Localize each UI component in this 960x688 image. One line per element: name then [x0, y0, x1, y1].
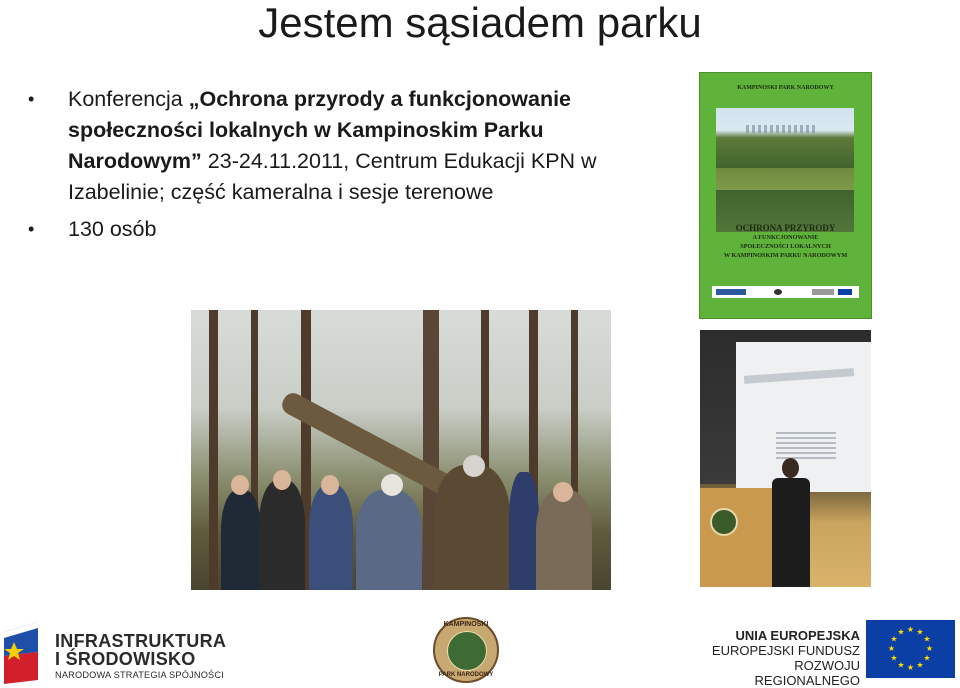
bullet-rest: 23-24.11.2011, Centrum Edukacji KPN w Izabelinie; część kameralna i sesje terenowe [68, 149, 597, 204]
person [509, 472, 539, 590]
person [536, 490, 592, 590]
person [356, 490, 422, 590]
svg-text:★: ★ [925, 644, 934, 653]
eu-fund-text [700, 628, 860, 688]
svg-text:★: ★ [897, 660, 905, 670]
svg-text:★: ★ [906, 625, 915, 634]
cover-header: KAMPINOSKI PARK NARODOWY [737, 85, 834, 91]
bullet-marker: • [28, 89, 35, 109]
conference-title: „Ochrona przyrody a funkcjonowanie społeczności lokalnych w Kampinoskim Parku Narodowym” [68, 87, 572, 173]
svg-text:★: ★ [890, 653, 898, 663]
bullet-prefix: Konferencja [68, 87, 189, 111]
cover-logo-eu-text [812, 289, 834, 295]
screen-heading [744, 368, 854, 384]
speaker-head [782, 458, 799, 478]
forest-excursion-photo [191, 310, 611, 590]
speaker-body [772, 478, 810, 587]
cover-title: OCHRONA PRZYRODY [735, 223, 836, 233]
slide-title: Jestem sąsiadem parku [258, 0, 702, 46]
book-cover-image [699, 72, 872, 319]
seal-top-text: KAMPINOSKI [443, 621, 489, 628]
tree-trunk [209, 310, 218, 590]
infra-line-1: INFRASTRUKTURA [55, 631, 227, 651]
cover-logo-infra [716, 289, 746, 295]
person-head [231, 475, 249, 495]
person-head [381, 474, 403, 496]
kpn-seal-logo [433, 617, 499, 683]
elk-emblem-icon [447, 631, 487, 671]
person [309, 485, 353, 590]
polish-flag-icon [4, 622, 42, 684]
eu-line-2: EUROPEJSKI FUNDUSZ [711, 643, 860, 658]
bullet-item [28, 84, 678, 208]
speaker [772, 458, 810, 587]
svg-text:★: ★ [897, 627, 905, 637]
bullet-marker: • [28, 219, 35, 239]
person-head [273, 470, 291, 490]
svg-text:★: ★ [890, 634, 898, 644]
person-head [553, 482, 573, 502]
infra-line-2: I ŚRODOWISKO [55, 649, 196, 669]
conference-speaker-photo [700, 330, 871, 587]
cover-logo-strip [712, 286, 859, 298]
infrastruktura-text [55, 632, 226, 682]
cover-subtitle-1: A FUNKCJONOWANIE [752, 234, 819, 241]
cover-landscape-photo [716, 108, 854, 232]
eu-flag-icon [866, 620, 955, 678]
person [434, 465, 510, 590]
svg-text:★: ★ [923, 634, 931, 644]
person-head [321, 475, 339, 495]
svg-text:★: ★ [923, 653, 931, 663]
infra-line-3: NARODOWA STRATEGIA SPÓJNOŚCI [55, 670, 224, 680]
cover-logo-kpn [774, 289, 782, 295]
svg-text:★: ★ [906, 663, 915, 672]
svg-text:★: ★ [916, 627, 924, 637]
svg-text:★: ★ [887, 644, 896, 653]
person [259, 480, 305, 590]
bullet-list [28, 84, 678, 245]
eu-line-1: UNIA EUROPEJSKA [735, 628, 860, 643]
bullet-text: 130 osób [68, 217, 157, 241]
city-skyline [746, 125, 816, 133]
person-head [463, 455, 485, 477]
infrastruktura-logo [0, 612, 227, 688]
cover-logo-eu-flag [838, 289, 852, 295]
bullet-item [28, 214, 678, 245]
cover-subtitle-3: W KAMPINOSKIM PARKU NARODOWYM [723, 252, 848, 259]
seal-bottom-text: PARK NARODOWY [438, 672, 494, 678]
cover-subtitle-2: SPOŁECZNOŚCI LOKALNYCH [740, 243, 831, 250]
cover-text [706, 223, 865, 260]
eu-line-3: ROZWOJU REGIONALNEGO [754, 658, 860, 688]
person [221, 490, 261, 590]
lectern-emblem [710, 508, 738, 536]
field-strip [716, 168, 854, 190]
svg-text:★: ★ [916, 660, 924, 670]
